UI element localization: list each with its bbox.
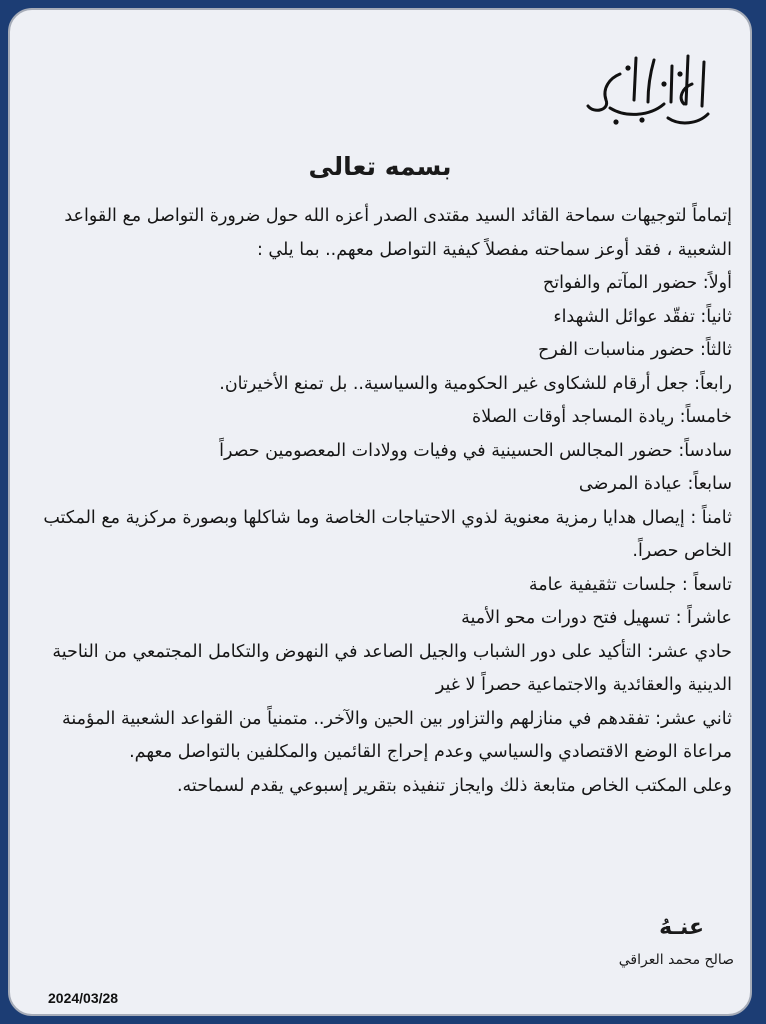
calligraphy-logo xyxy=(580,44,720,130)
signer-name: صالح محمد العراقي xyxy=(618,952,734,968)
closing-paragraph: وعلى المكتب الخاص متابعة ذلك وايجاز تنفيذه بتقرير إسبوعي يقدم لسماحته. xyxy=(176,775,732,796)
document-body xyxy=(32,200,732,803)
item-10: عاشراً : تسهيل فتح دورات محو الأمية xyxy=(461,608,732,628)
document-date: 2024/03/28 xyxy=(48,990,119,1006)
signature: عنـهُ xyxy=(659,915,704,940)
item-3: ثالثاً: حضور مناسبات الفرح xyxy=(538,340,732,360)
item-2: ثانياً: تفقّد عوائل الشهداء xyxy=(553,306,732,327)
document-title: بسمه تعالى xyxy=(308,152,452,181)
item-8: ثامناً : إيصال هدايا رمزية معنوية لذوي الاحتياجات الخاصة وما شاكلها وبصورة مركزية مع المكتب الخاص حصراً. xyxy=(43,507,732,561)
item-12: ثاني عشر: تفقدهم في منازلهم والتزاور بين الحين والآخر.. متمنياً من القواعد الشعبية المؤمنة مراعاة الوضع الاقتصادي والسياسي وعدم إحراج القائمين والمكلفين بالتواصل معهم. xyxy=(62,708,732,762)
item-7: سابعاً: عيادة المرضى xyxy=(578,474,732,494)
item-4: رابعاً: جعل أرقام للشكاوى غير الحكومية والسياسية.. بل تمنع الأخيرتان. xyxy=(219,373,732,394)
item-11: حادي عشر: التأكيد على دور الشباب والجيل الصاعد في النهوض والتكامل المجتمعي من الناحية الدينية والعقائدية والاجتماعية حصراً لا غير xyxy=(52,641,732,695)
item-5: خامساً: ريادة المساجد أوقات الصلاة xyxy=(472,407,732,427)
document-sheet xyxy=(8,8,752,1016)
logo-text: وزير القائد xyxy=(647,128,653,129)
item-9: تاسعاً : جلسات تثقيفية عامة xyxy=(528,574,732,595)
item-6: سادساً: حضور المجالس الحسينية في وفيات وولادات المعصومين حصراً xyxy=(219,440,732,461)
intro-paragraph: إتماماً لتوجيهات سماحة القائد السيد مقتدى الصدر أعزه الله حول ضرورة التواصل مع القواعد الشعبية ، فقد أوعز سماحته مفصلاً كيفية التواصل معهم.. بما يلي : xyxy=(64,206,732,260)
item-1: أولاً: حضور المآتم والفواتح xyxy=(542,273,732,293)
